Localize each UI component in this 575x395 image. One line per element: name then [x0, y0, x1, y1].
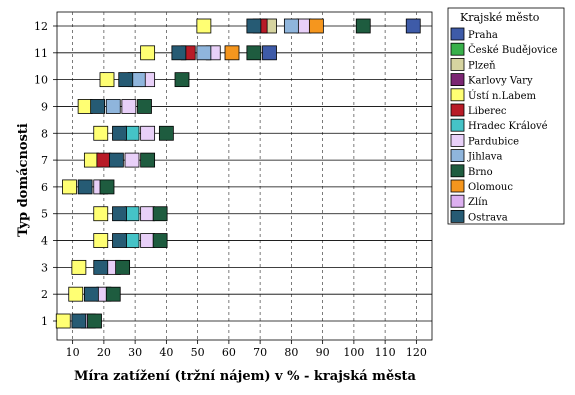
- x-tick-label: 70: [253, 346, 268, 359]
- x-tick-label: 20: [96, 346, 111, 359]
- data-marker: [122, 99, 136, 113]
- data-marker: [72, 260, 86, 274]
- data-marker: [56, 314, 70, 328]
- y-tick-label: 12: [34, 20, 48, 33]
- data-marker: [78, 99, 92, 113]
- data-marker: [175, 73, 189, 87]
- legend-swatch: [451, 210, 464, 222]
- legend-label: Jihlava: [468, 151, 503, 163]
- data-marker: [247, 19, 261, 33]
- y-tick-label: 6: [41, 180, 48, 194]
- data-marker: [94, 207, 108, 221]
- data-marker: [141, 46, 155, 60]
- legend-label: Olomouc: [468, 182, 513, 193]
- legend-swatch: [451, 165, 464, 177]
- legend-label: Zlín: [468, 197, 488, 209]
- x-tick-label: 10: [65, 346, 80, 359]
- x-tick-label: 90: [315, 346, 330, 359]
- data-marker: [141, 207, 155, 221]
- data-marker: [197, 46, 211, 60]
- data-marker: [113, 234, 127, 248]
- legend-swatch: [451, 104, 464, 116]
- data-marker: [138, 99, 152, 113]
- data-marker: [94, 234, 108, 248]
- y-axis: [34, 20, 57, 328]
- data-marker: [141, 234, 155, 248]
- data-marker: [94, 260, 108, 274]
- data-marker: [125, 153, 139, 167]
- data-marker: [356, 19, 370, 33]
- x-tick-label: 100: [343, 346, 365, 359]
- x-axis-title: Míra zatížení (tržní nájem) v % - krajská města: [74, 369, 416, 384]
- data-marker: [284, 19, 298, 33]
- data-marker: [88, 314, 102, 328]
- data-marker: [94, 126, 108, 140]
- data-marker: [63, 180, 77, 194]
- data-marker: [91, 99, 105, 113]
- data-marker: [153, 234, 167, 248]
- y-tick-label: 9: [41, 100, 48, 114]
- data-marker: [84, 287, 98, 301]
- data-marker: [131, 73, 145, 87]
- data-marker: [197, 19, 211, 33]
- y-tick-label: 2: [41, 288, 48, 302]
- y-tick-label: 11: [34, 46, 48, 60]
- data-marker: [141, 153, 155, 167]
- legend-label: Pardubice: [468, 136, 519, 148]
- legend-swatch: [451, 58, 464, 70]
- legend-swatch: [451, 195, 464, 207]
- data-marker: [125, 207, 139, 221]
- legend-swatch: [451, 180, 464, 192]
- legend-swatch: [451, 134, 464, 146]
- data-marker: [172, 46, 186, 60]
- data-marker: [225, 46, 239, 60]
- data-marker: [100, 180, 114, 194]
- y-tick-label: 5: [41, 207, 48, 221]
- data-marker: [69, 287, 83, 301]
- y-tick-label: 8: [41, 127, 48, 141]
- data-marker: [113, 126, 127, 140]
- data-marker: [106, 99, 120, 113]
- data-marker: [263, 46, 277, 60]
- data-marker: [141, 126, 155, 140]
- legend-label: Hradec Králové: [468, 121, 548, 133]
- data-marker: [119, 73, 133, 87]
- legend: [448, 8, 564, 224]
- x-tick-label: 120: [405, 346, 427, 359]
- data-marker: [309, 19, 323, 33]
- legend-label: Praha: [468, 30, 498, 41]
- y-tick-label: 7: [41, 154, 48, 168]
- data-marker: [84, 153, 98, 167]
- legend-label: Plzeň: [468, 60, 496, 72]
- legend-swatch: [451, 43, 464, 55]
- data-marker: [247, 46, 261, 60]
- legend-swatch: [451, 89, 464, 101]
- data-marker: [97, 153, 111, 167]
- x-tick-label: 80: [284, 346, 299, 359]
- data-marker: [125, 126, 139, 140]
- legend-title: Krajské město: [460, 11, 540, 24]
- legend-label: Brno: [468, 166, 493, 178]
- legend-swatch: [451, 150, 464, 162]
- data-marker: [297, 19, 311, 33]
- data-marker: [159, 126, 173, 140]
- data-marker: [100, 73, 114, 87]
- data-marker: [125, 234, 139, 248]
- data-marker: [116, 260, 130, 274]
- plot-area: [56, 12, 432, 340]
- x-tick-label: 60: [221, 346, 236, 359]
- y-tick-label: 3: [41, 261, 48, 275]
- legend-label: Liberec: [468, 106, 507, 117]
- x-axis: [66, 340, 427, 359]
- y-axis-title: Typ domácnosti: [16, 123, 31, 237]
- legend-label: České Budějovice: [468, 45, 558, 57]
- x-tick-label: 40: [159, 346, 174, 359]
- data-marker: [113, 207, 127, 221]
- legend-swatch: [451, 74, 464, 86]
- y-tick-label: 10: [34, 73, 48, 87]
- legend-label: Ústí n.Labem: [468, 90, 536, 102]
- x-tick-label: 30: [128, 346, 143, 359]
- legend-swatch: [451, 28, 464, 40]
- data-marker: [109, 153, 123, 167]
- x-tick-label: 50: [190, 346, 205, 359]
- legend-swatch: [451, 119, 464, 131]
- legend-label: Karlovy Vary: [468, 75, 533, 87]
- y-tick-label: 4: [41, 234, 48, 248]
- legend-label: Ostrava: [468, 212, 508, 224]
- data-marker: [78, 180, 92, 194]
- y-tick-label: 1: [41, 315, 48, 328]
- data-marker: [406, 19, 420, 33]
- x-tick-label: 110: [374, 346, 396, 359]
- data-marker: [106, 287, 120, 301]
- data-marker: [72, 314, 86, 328]
- data-marker: [153, 207, 167, 221]
